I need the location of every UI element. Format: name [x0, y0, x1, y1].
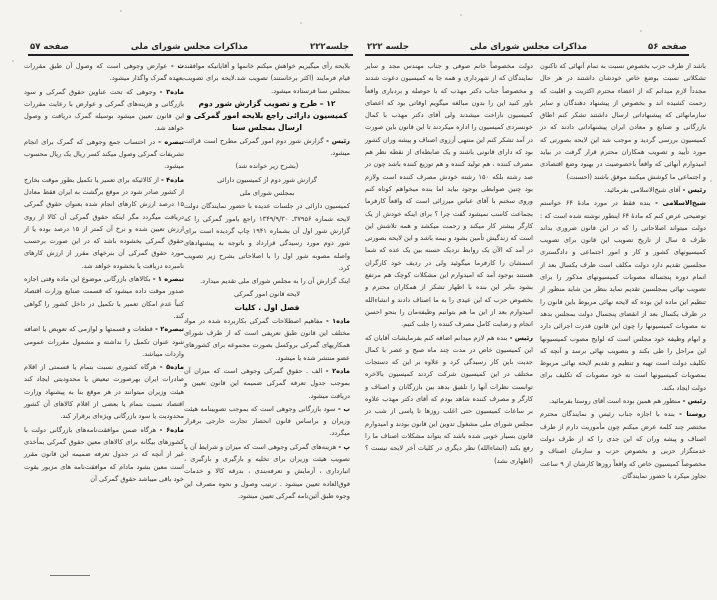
- speaker-label: رئیس -: [682, 397, 706, 406]
- paragraph: باشد از طرف حزب بخصوص نسبت به تمام آنهائی که تاکنون تشکلاتی نسبت بوضع خاص خودشان داشتند در هر حال مجدداً لازم میدانم که از اعضاء محترم اکثریت و اقلیت که زحمت کشیده اند و بخصوص از پیشنهاد دهندگان و سایر سازمانهائی که پیشنهاداتی ارسال داشتند تشکر کنم اطاق بازرگانی و صنایع و معادن ایران پیشنهاداتی دادند که در کمیسیون بررسی گردید و موجب شد این لایحه بصورتی که مورد تأیید و تصویب همکاران محترم قرار گرفت در بیاید امیدوارم آنهائی که واقعاً باخصوصیت در بهبود وضع اقتصادی و اجتماعی ما کوشش میکنند موفق باشند (احسنت): [540, 62, 706, 181]
- article-label: تبصره -: [158, 137, 184, 146]
- speaker-label: رئیس -: [509, 333, 533, 342]
- article-label: پ -: [338, 442, 350, 451]
- page-57: [0, 0, 357, 600]
- paragraph: دولت مخصوصاً خانم صوفی و جناب مهندس مجد و سایر نمایندگان که از شهرداری و همه جا به کمیسیون دعوت شدند و مخصوصاً جناب دکتر مهذب که با حوصله و بردباری واقعاً باور کنید این را بدون مبالغه میگویم اوقاتی بود که اعضای کمیسیون ناراحت میشدند ولی آقای دکتر مهذب با کمال خونسردی کمیسیون را اداره میکردند تا این قانون باین صورت در آمد تشکر کنم این منتهی آرزوی اصناف و پیشه وران کشور بود که دارای قانونی باشند و یک ضابطه‌ای از نقطه نظر هم مصرف کننده ، هم تولید کننده و هم توزیع کننده باشد چون در صد رشته بلکه ۱۵۰ رشته خودش مصرف کننده است ولازم بود چنین ضوابطی بوجود بیاید اما بنده میخواهم کوتاه کنم وروی سخنم با آقای عباس میرزائی است که واقعاً کارفرما بجماعت کاسب نمیشود گفت چرا ؟ برای اینکه خودش از یک کارگر بیشتر کار میکند و زحمت میکشد و همه تلاشش این است که زندگیش تأمین بشود و بیمه باشد و این لایحه بصورتی در آمد که الآن یک روابط نزدیک حسنه بین یک عده که شما اسمشان را کارفرما میگوئید ولی در ردیف خود کارگران هستند بوجود آمد که امیدوارم این مشکلات کوچک هم مرتفع بشود بنابر این بنده با اظهار تشکر از همکاران محترم و بخصوص حزب که این عیدی را به ما اصناف دادند و انشاءالله امیدوارم بعد از این ما هم بتوانیم وظیفه‌مان را بنحو احسن انجام و رضایت کامل مصرف کننده را جلب کنیم.: [365, 62, 533, 329]
- paragraph: اینک گزارش آن را به مجلس شورای ملی تقدیم میدارد.: [200, 277, 350, 286]
- article-label: ب -: [337, 404, 350, 413]
- speech: روستا - بنده با اجازه جناب رئیس و نمایندگان محترم مختصر چند کلمه عرض میکنم چون مأموریت دارم از طرف اصناف و پیشه وران که این جدی را که از طرف دولت خدمتگزار حزبی و بخصوص حزب و سازمان اصناف و مخصوصاً کمیسیون خاص که واقعاً روزها کارشان از ۹ ساعت تجاوز میکرد با حضور نمایندگان: [540, 410, 707, 480]
- page-number: صفحه ۵۶: [648, 42, 687, 52]
- article-label: ماده۴ -: [161, 175, 184, 184]
- speaker-label: رئیس -: [326, 136, 350, 145]
- article-label: ماده۱ -: [326, 316, 350, 325]
- column-right: [540, 60, 706, 483]
- paragraph: کمیسیون دارائی در جلسات عدیده با حضور نمایندگان دولت لایحه شماره ۳۷۹۵۶ـ ۱۳۴۹/۹/۳۰ راجع بامور گمرکی را که گزارش شور اول آن بشماره ۱۹۴۱ چاپ گردیده است برای شور دوم مورد رسیدگی قرارداد و باتوجه به پیشنهادهای واصله مصوبه شور اول را با اصلاحاتی بشرح زیر تصویب کرد.: [184, 202, 350, 272]
- scan-speck: [460, 14, 462, 16]
- speech: رئیس - منظور هم همین بوده است آقای روستا بفرمائید.: [548, 397, 706, 406]
- article-label: تبصره۲ -: [155, 325, 184, 334]
- column-left: [24, 60, 184, 486]
- article-label: ماده۶ -: [159, 425, 184, 434]
- speech: رئیس - بنده هم لازم میدانم اضافه کنم بفرمایشات آقایان که این کمیسیون خاص در مدت چند ماه صبح و عصر با کمال جدیت باین کار رسیدگی کرد و علاوه بر این که دستجات مختلف در این کمیسیون شرکت کردند کمیسیون بالاخره توانست نظرات آنها را تلفیق بدهد بین بازرگانان و اصناف و کارگر و مصرف کننده شاهد بودم که آقای دکتر مهذب علاوه بر ساعات کمیسیون حتی اغلب روزها تا پاسی از شب در مجلس شورای ملی مشغول تدوین این قانون بودند و امیدوارم قانون بسیار خوبی شده باشد که بتواند مشکلات اصناف ما را رفع بکند (انشاءالله) نظر دیگری در کلیات آخر لایحه نیست ؟ (اظهاری نشد): [365, 333, 533, 465]
- article: تبصره ۱ - بکالاهای بازرگانی موضوع این ماده وقتی اجازه صدور موقت داده میشود که قسمت صنایع وزارت اقتصاد کتباً عدم امکان تعمیر یا تکمیل در داخل کشور را گواهی کند.: [24, 275, 184, 320]
- article-label: ماده۳ -: [159, 87, 184, 96]
- centered-line: (بشرح زیر خوانده شد): [235, 162, 299, 171]
- page-title: مذاکرات مجلس شورای ملی: [469, 42, 588, 52]
- centered-line: بمجلس شورای ملی: [239, 189, 295, 198]
- speaker-label: شیخ‌الاسلامی -: [655, 199, 706, 208]
- article: ماده۵ - هرگاه کشوری نسبت بتمام یا قسمتی از اقلام صادرات ایران بهرصورت تبعیض یا محدودیتی ایجاد کند هیئت وزیران میتوانند در هر موقع بنا به پیشنهاد وزارت اقتصاد نسبت بتمام یا بعضی از اقلام کالاهای آن کشور محدودیت یا سود بازرگانی ویژه‌ای برقرار کند.: [24, 363, 184, 421]
- article-label: ماده۲ -: [325, 366, 350, 375]
- session-number: جلسه۲۲۲: [310, 42, 349, 52]
- scan-speck: [120, 10, 122, 12]
- article: تبصره - در احتساب جمع وجوهی که گمرک برای انجام تشریفات گمرکی وصول میکند کسر ریال یک ریال محسوب میشود.: [24, 137, 184, 171]
- speech: شیخ‌الاسلامی - بنده فقط در مورد مادهٔ ۶۴ خواستم توضیحی عرض کنم که مادهٔ ۶۴ اینطور نوشته شده است که : دولت میتواند اصلاحاتی را که در این قانون ضروری بداند ظرف ۵ سال از تاریخ تصویب این قانون برای تصویب کمیسیونهای کشور و کار و امور اجتماعی و دادگستری مجلسین تقدیم دارد دولت مکلف است ظرف یکسال بعد از اتمام دوره پنجساله مصوبات کمیسیونهای مذکور را برای تصویب نهائی بمجلسین تقدیم نماید بنظر من شاید منظور از تنظیم این ماده این بوده که لایحه نهائی مربوط باین قانون را در ظرف یکسال بعد از انقضای پنجسال دولت بمجلس بدهد نه مصوبات کمیسیونها را چون این قانون قدرت اجرائی دارد و ابهام وظیفه خود مجلس است که لوایح مصوب کمیسیونها این مراحل را طی بکند و بتصویب نهائی برسد و آنچه که تکلیف دولت است تهیه و تنظیم و تقدیم لایحه نهائی مربوط بمصوبات کمیسیونها است نه خود مصوبات که تکلیف برای دولت ایجاد بکند.: [540, 199, 706, 392]
- section-title: ۱۲ – طرح و تصویب گزارش شور دوم کمیسیون دارائی راجع بلایحه امور گمرکی و ارسال بمجلس سنا: [186, 98, 348, 132]
- scan-speck: [300, 22, 302, 24]
- paragraph: بلایحه رأی میگیریم خواهش میکنم خانمها و آقایانیکه موافقند قیام فرمایند (اکثر برخاستند) تصویب شد.لایحه برای تصویب بمجلس سنا فرستاده میشود.: [184, 62, 350, 95]
- section-title: فصل اول . کلیات: [234, 302, 300, 312]
- page-number: صفحه ۵۷: [30, 42, 69, 52]
- article: ماده۳ - وجوهی که تحت عناوین حقوق گمرکی و سود بازرگانی و هزینه‌های گمرکی و عوارض با رعایت مقررات این قانون تعیین میشود بوسیله گمرک دریافت و وصول خواهد شد.: [24, 87, 184, 133]
- article-label: ماده۵ -: [159, 363, 184, 372]
- column-left: [365, 60, 533, 468]
- article-label: تبصره ۱ -: [152, 275, 184, 284]
- article: ماده۲ - الف . حقوق گمرکی وجوهی است که میزان آن بموجب جدول تعرفه گمرکی ضمیمه این قانون تعیین و دریافت میشود.: [184, 366, 350, 400]
- centered-line: گزارش شور دوم از کمیسیون دارائی: [217, 175, 317, 184]
- article: تبصره۲ - قطعات و قسمتها و لوازمی که تعویض یا اضافه شود عنوان تکمیل را نداشته و مشمول مقررات عمومی واردات میباشد.: [24, 325, 184, 358]
- article: ماده۱ - مفاهیم اصطلاحات گمرکی بکاربرده شده در مواد مختلف این قانون طبق تعریفی است که از طرف شورای همکاریهای گمرکی بروکسل بصورت مجموعه برای کشورهای عضو منتشر شده یا میشود.: [184, 316, 350, 362]
- scan-speck: [12, 60, 14, 62]
- page-header: [30, 38, 349, 52]
- article: ث - عوارض وجوهی است که وصول آن طبق مقررات بعهده گمرک واگذار میشود.: [24, 62, 184, 83]
- article: ماده۶ - هرگاه ضمن موافقت‌نامه‌های بازرگانی دولت با کشورهای بیگانه برای کالاهای معین حقوق گمرکی بمأخذی غیر از آنچه که در جدول تعرفه ضمیمه این قانون مقرر است معین بشود مادام که موافقت‌نامه های مزبور بقوت خود باقی میباشد حقوق گمرکی آن: [24, 425, 184, 483]
- footer-divider: [50, 575, 90, 576]
- header-rule: [28, 54, 353, 56]
- page-56: [357, 0, 717, 600]
- paragraph: رئیس - گزارش شور دوم امور گمرکی مطرح است قرائت میشود.: [184, 136, 350, 158]
- speech: رئیس - آقای شیخ‌الاسلامی بفرمائید.: [604, 185, 706, 194]
- page-title: مذاکرات مجلس شورای ملی: [130, 42, 249, 52]
- article: ماده۴ - از کالائیکه برای تعمیر یا تکمیل بطور موقت بخارج از کشور صادر شود در موقع برگشت به ایران فقط معادل ۱۵ درصد ارزش کارهای انجام شده بعنوان حقوق گمرکی دریافت میگردد مگر اینکه حقوق گمرکی آن کالا از روی ارزش تعیین شده و نرخ آن کمتر از ۱۵ درصد بوده یا از حقوق گمرکی بخشوده باشد که در این صورت برحسب مورد حقوق گمرکی آن بنرخهای مقرر از ارزش کارهای نامبرده دریافت یا بخشوده خواهد شد.: [24, 175, 184, 270]
- page-header: [367, 38, 687, 52]
- article-label: ث -: [170, 62, 184, 70]
- session-number: جلسه ۲۲۲: [367, 42, 409, 52]
- article: پ - هزینه‌های گمرکی وجوهی است که میزان و شرایط آن با تصویب هیئت وزیران برای تخلیه و بارگیری و بارگیری ، انبارداری ، آزمایش و تعرفه‌بندی ، بدرقه کالا و خدمات فوق‌العاده تعیین میشود . ترتیب وصول و نحوه مصرف این وجوه طبق آئین‌نامه گمرکی تعیین میشود.: [184, 442, 350, 500]
- speaker-label: روستا -: [679, 410, 706, 419]
- speaker-label: رئیس -: [682, 185, 706, 194]
- article: ب - سود بازرگانی وجوهی است که بموجب تصویبنامه هیئت وزیران و براساس قانون انحصار تجارت خارجی برقرار میگردد.: [184, 404, 350, 438]
- scan-speck: [640, 30, 642, 32]
- column-right: [184, 60, 350, 503]
- centered-line: لایحه قانون امور گمرکی: [233, 290, 301, 299]
- scan-speck: [710, 180, 712, 182]
- header-rule: [365, 54, 689, 56]
